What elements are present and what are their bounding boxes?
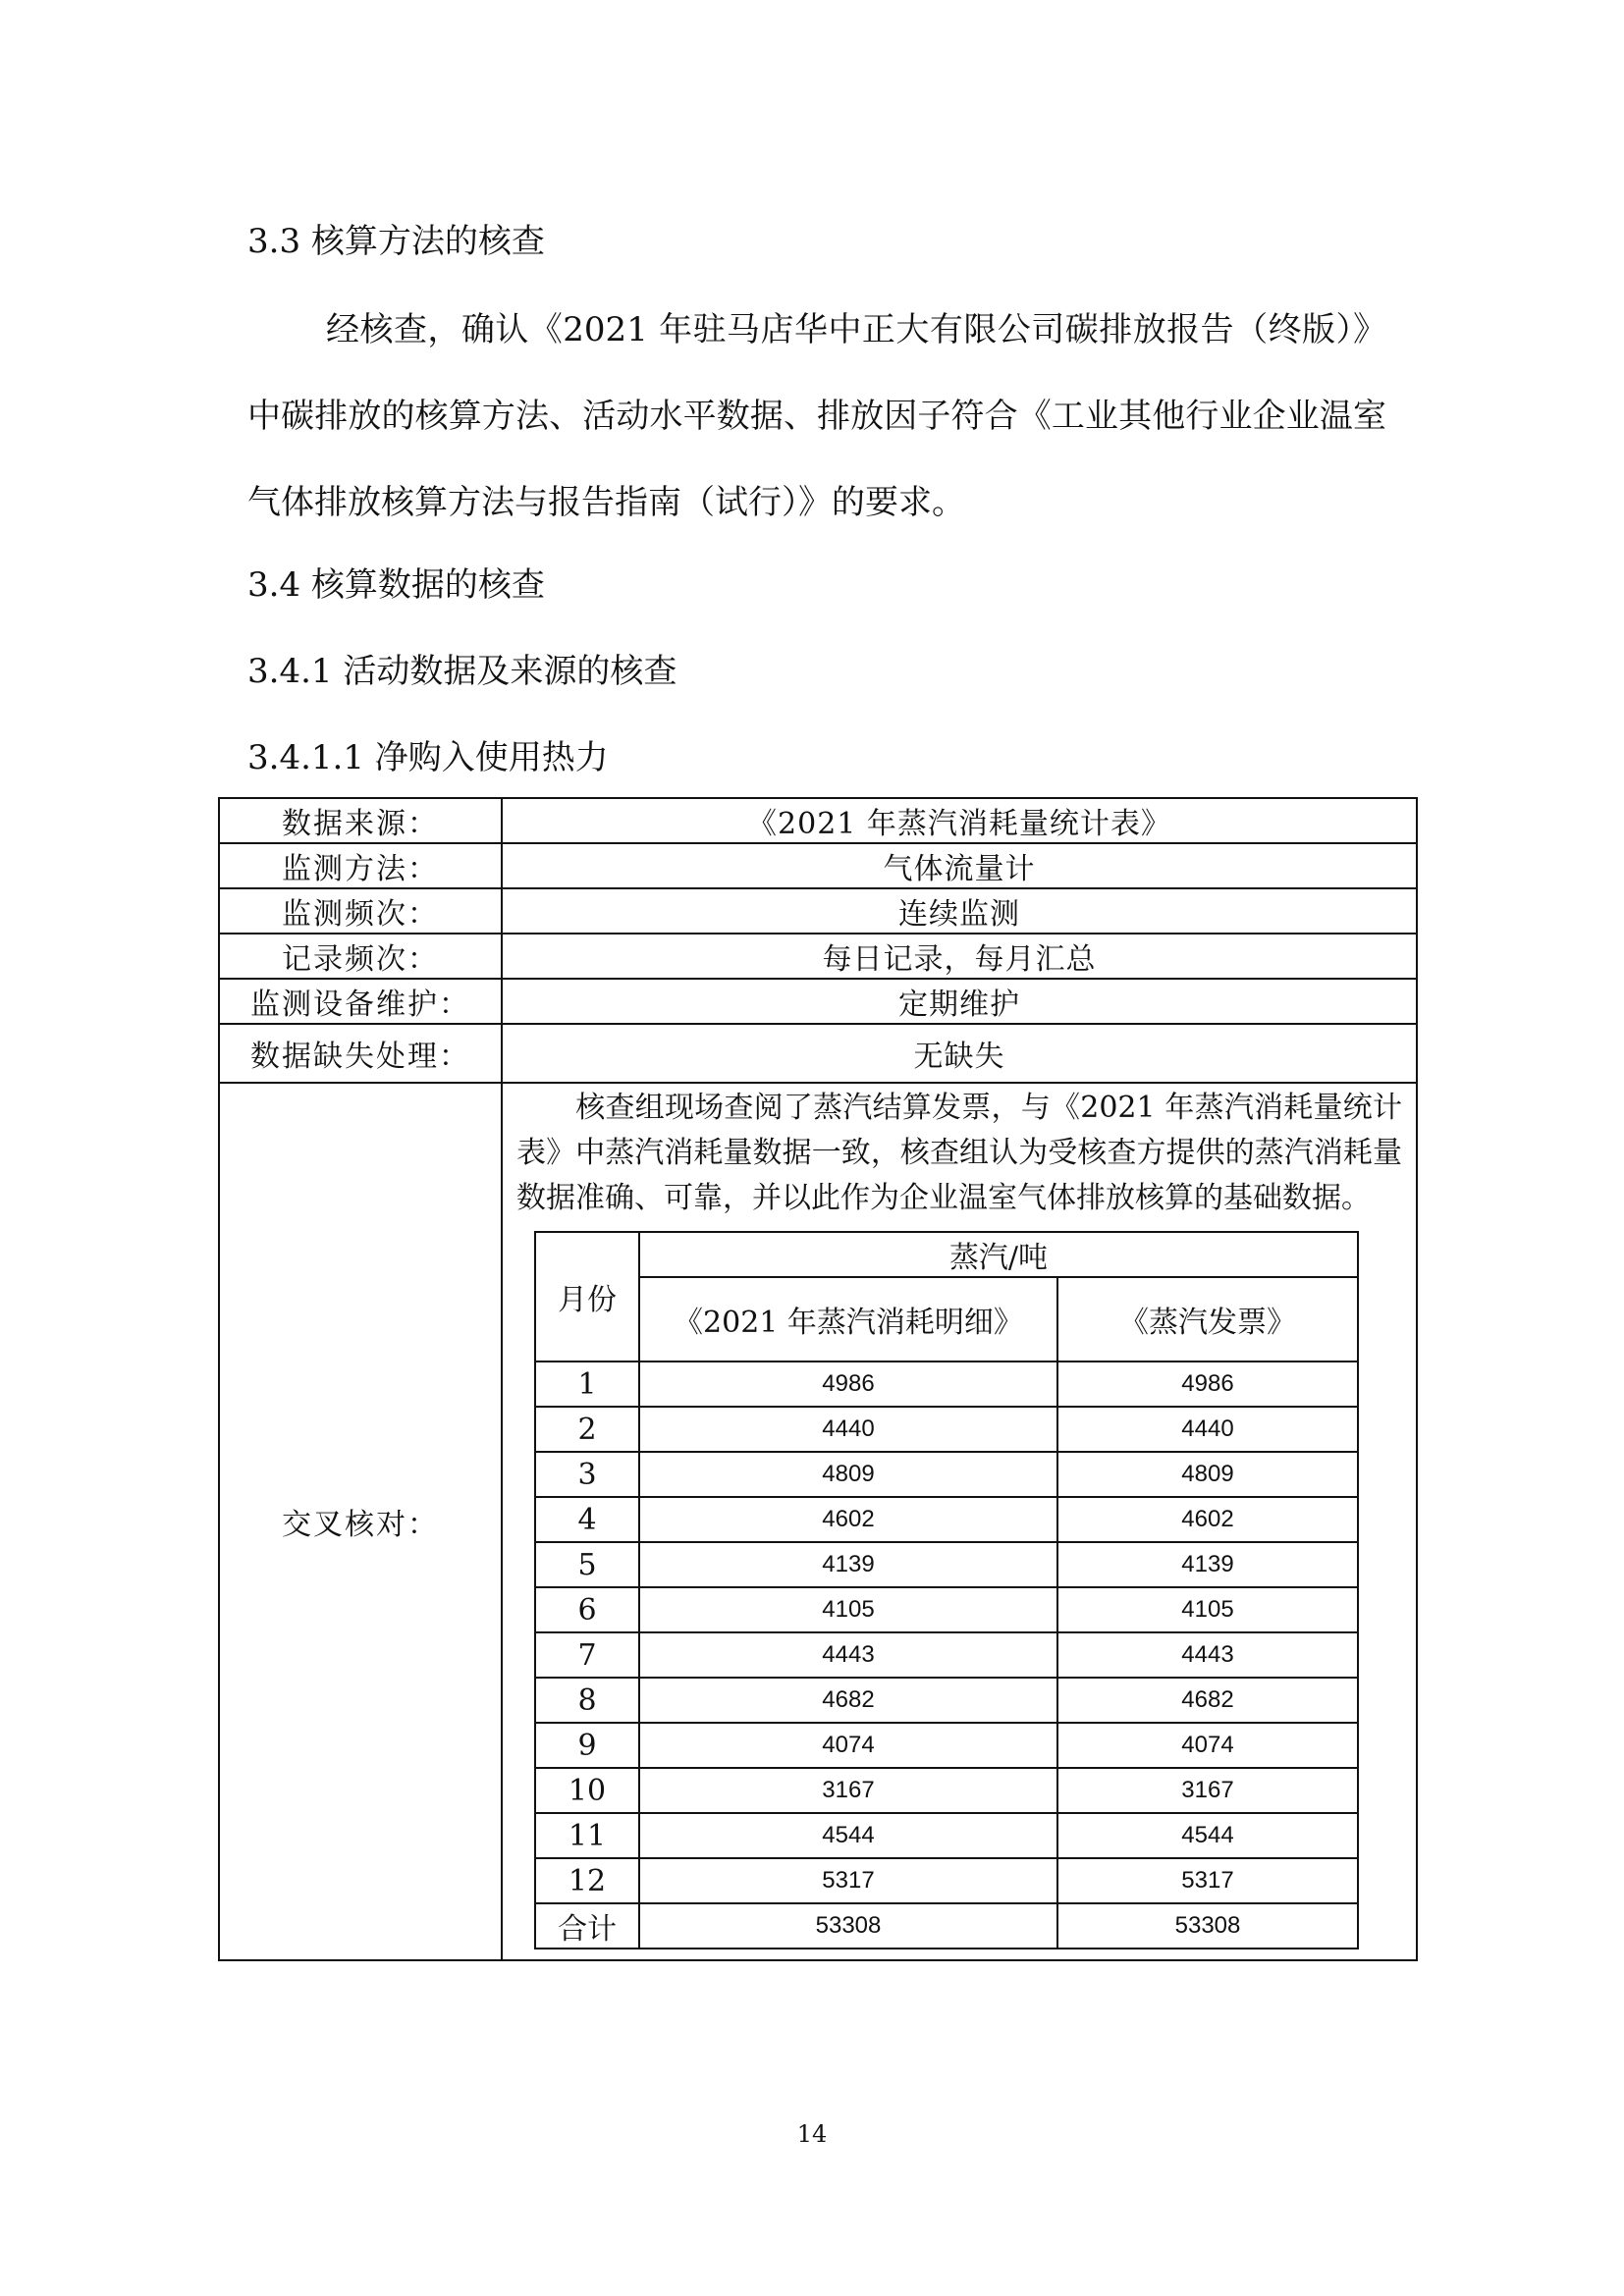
table-row (535, 1452, 1358, 1497)
unit-header: 蒸汽/吨 (639, 1232, 1358, 1277)
detail-value: 4105 (639, 1587, 1057, 1632)
paragraph-text: 经核查，确认《2021 年驻马店华中正大有限公司碳排放报告（终版）》中碳排放的核算方法、活动水平数据、排放因子符合《工业其他行业企业温室气体排放核算方法与报告指南（试行）》的要求。 (247, 310, 1386, 522)
table-row (535, 1768, 1358, 1813)
month-cell: 1 (535, 1362, 639, 1407)
detail-value: 4544 (639, 1813, 1057, 1858)
cross-check-text-body: 核查组现场查阅了蒸汽结算发票，与《2021 年蒸汽消耗量统计表》中蒸汽消耗量数据一致，核查组认为受核查方提供的蒸汽消耗量数据准确、可靠，并以此作为企业温室气体排放核算的基础数据。 (516, 1091, 1402, 1215)
table-row (535, 1678, 1358, 1723)
col-header-invoice: 《蒸汽发票》 (1057, 1277, 1358, 1362)
month-cell: 合计 (535, 1903, 639, 1949)
invoice-value: 4544 (1057, 1813, 1358, 1858)
detail-value: 4139 (639, 1542, 1057, 1587)
table-row (535, 1858, 1358, 1903)
cross-check-text (516, 1086, 1402, 1221)
month-cell: 7 (535, 1632, 639, 1678)
table-row (535, 1587, 1358, 1632)
detail-value: 4809 (639, 1452, 1057, 1497)
section-heading-3-4-1: 3.4.1 活动数据及来源的核查 (247, 652, 677, 691)
table-row (219, 888, 1417, 934)
table-row (535, 1723, 1358, 1768)
steam-comparison-table (534, 1231, 1359, 1949)
detail-value: 4682 (639, 1678, 1057, 1723)
table-row (219, 979, 1417, 1024)
table-row (535, 1362, 1358, 1407)
invoice-value: 4443 (1057, 1632, 1358, 1678)
row-label: 数据来源： (219, 798, 502, 843)
table-row (535, 1407, 1358, 1452)
row-value: 定期维护 (502, 979, 1417, 1024)
activity-data-table (218, 797, 1418, 1961)
month-header: 月份 (535, 1232, 639, 1362)
table-row (535, 1542, 1358, 1587)
invoice-value: 5317 (1057, 1858, 1358, 1903)
invoice-value: 4986 (1057, 1362, 1358, 1407)
invoice-value: 4602 (1057, 1497, 1358, 1542)
month-cell: 2 (535, 1407, 639, 1452)
month-cell: 5 (535, 1542, 639, 1587)
cross-check-content (502, 1083, 1417, 1960)
detail-value: 4440 (639, 1407, 1057, 1452)
table-row (219, 798, 1417, 843)
inner-subheader-row (535, 1277, 1358, 1362)
detail-value: 4986 (639, 1362, 1057, 1407)
detail-value: 5317 (639, 1858, 1057, 1903)
section-heading-3-4-1-1: 3.4.1.1 净购入使用热力 (247, 738, 609, 777)
row-label: 监测频次： (219, 888, 502, 934)
month-cell: 6 (535, 1587, 639, 1632)
month-cell: 12 (535, 1858, 639, 1903)
detail-value: 4074 (639, 1723, 1057, 1768)
table-row (535, 1497, 1358, 1542)
invoice-value: 3167 (1057, 1768, 1358, 1813)
row-label: 记录频次： (219, 934, 502, 979)
table-row (219, 934, 1417, 979)
invoice-value: 4105 (1057, 1587, 1358, 1632)
month-cell: 10 (535, 1768, 639, 1813)
month-cell: 11 (535, 1813, 639, 1858)
month-cell: 9 (535, 1723, 639, 1768)
page-number: 14 (796, 2120, 828, 2148)
month-cell: 3 (535, 1452, 639, 1497)
invoice-value: 4139 (1057, 1542, 1358, 1587)
invoice-value: 53308 (1057, 1903, 1358, 1949)
table-row (535, 1903, 1358, 1949)
row-value: 无缺失 (502, 1024, 1417, 1083)
row-value: 每日记录，每月汇总 (502, 934, 1417, 979)
col-header-detail: 《2021 年蒸汽消耗明细》 (639, 1277, 1057, 1362)
invoice-value: 4074 (1057, 1723, 1358, 1768)
row-label: 数据缺失处理： (219, 1024, 502, 1083)
table-row (535, 1632, 1358, 1678)
detail-value: 4443 (639, 1632, 1057, 1678)
row-value: 连续监测 (502, 888, 1417, 934)
detail-value: 4602 (639, 1497, 1057, 1542)
row-label: 监测设备维护： (219, 979, 502, 1024)
month-cell: 4 (535, 1497, 639, 1542)
invoice-value: 4440 (1057, 1407, 1358, 1452)
table-row (219, 843, 1417, 888)
inner-header-row (535, 1232, 1358, 1277)
section-heading-3-3: 3.3 核算方法的核查 (247, 222, 545, 261)
invoice-value: 4682 (1057, 1678, 1358, 1723)
section-heading-3-4: 3.4 核算数据的核查 (247, 565, 545, 605)
invoice-value: 4809 (1057, 1452, 1358, 1497)
table-row (535, 1813, 1358, 1858)
cross-check-row (219, 1083, 1417, 1960)
month-cell: 8 (535, 1678, 639, 1723)
cross-check-label: 交叉核对： (219, 1083, 502, 1960)
row-value: 《2021 年蒸汽消耗量统计表》 (502, 798, 1417, 843)
detail-value: 53308 (639, 1903, 1057, 1949)
table-row (219, 1024, 1417, 1083)
row-value: 气体流量计 (502, 843, 1417, 888)
detail-value: 3167 (639, 1768, 1057, 1813)
section-3-3-paragraph (247, 287, 1386, 546)
row-label: 监测方法： (219, 843, 502, 888)
